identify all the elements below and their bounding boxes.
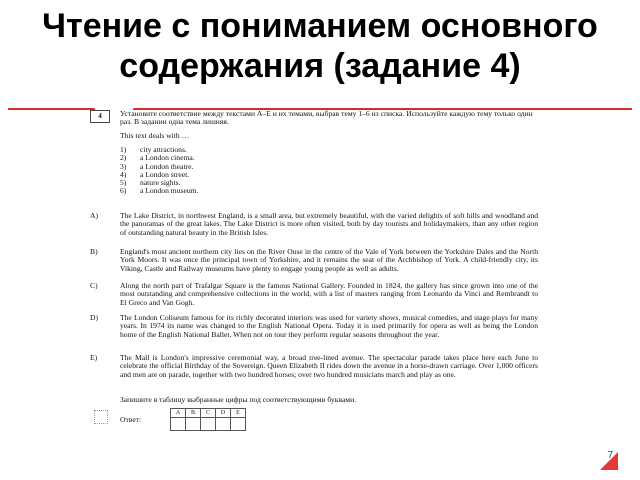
task-number: 4 xyxy=(90,110,110,123)
answer-column-header: E xyxy=(231,409,246,418)
text-b xyxy=(90,247,538,273)
theme-list xyxy=(120,146,540,196)
text-letter: D) xyxy=(90,313,99,322)
text-body: England's most ancient northern city lies on the River Ouse in the centre of the Vale of York between the Yorkshire Dales and the North York Moors. It was once the principal town of Yorkshire, and it remains the seat of the Archbishop of York. A child-friendly city, its Viking, Castle and Railway museums have plenty to engage young people as well as adults. xyxy=(120,247,538,273)
theme-item: 5) nature sights. xyxy=(120,178,181,188)
text-letter: E) xyxy=(90,353,98,362)
theme-item: 4) a London street. xyxy=(120,169,190,179)
corner-decoration xyxy=(600,452,618,470)
text-body: The London Coliseum famous for its richly decorated interiors was used for variety shows, musical comedies, and stage plays for many years. In 1974 its name was changed to the English National Opera. Today it is used primarily for opera as well as being the London home of the English National Ballet. When not on tour they perform regular seasons throughout the year. xyxy=(120,313,538,339)
text-body: Along the north part of Trafalgar Square is the famous National Gallery. Founded in 1824, the gallery has since grown into one of the most outstanding and comprehensive collections in the world, with a list of masters ranging from Leonardo da Vinci and Rembrandt to El Greco and Van Gogh. xyxy=(120,281,538,307)
text-letter: A) xyxy=(90,211,99,220)
answer-cell[interactable] xyxy=(171,418,186,431)
text-body: The Mall is London's impressive ceremonial way, a broad tree-lined avenue. The spectacular parade takes place here each June to celebrate the official Birthday of the Sovereign. Queen Elizabeth II rides down the avenue in a horse-drawn carriage. Over 1,000 officers and men are on parade, together with two hundred horses; over two hundred musicians march and play as one. xyxy=(120,353,538,379)
answer-column-header: A xyxy=(171,409,186,418)
page-number: 7 xyxy=(607,450,613,461)
margin-box xyxy=(94,410,108,424)
theme-item: 3) a London theatre. xyxy=(120,161,194,171)
answer-cell[interactable] xyxy=(231,418,246,431)
task-instructions: Установите соответствие между текстами A–E и их темами, выбрав тему 1–6 из списка. Используйте каждую тему только один раз. В задании одна тема лишняя. xyxy=(120,109,533,127)
theme-intro: This text deals with … xyxy=(120,131,190,140)
answer-cell[interactable] xyxy=(216,418,231,431)
text-c xyxy=(90,281,538,307)
theme-item: 2) a London cinema. xyxy=(120,153,195,163)
answer-column-header: C xyxy=(201,409,216,418)
text-d xyxy=(90,313,538,339)
answer-column-header: D xyxy=(216,409,231,418)
slide-title: Чтение с пониманием основного содержания (задание 4) xyxy=(42,7,598,85)
answer-label: Ответ: xyxy=(120,415,142,424)
answer-instructions: Запишите в таблицу выбранные цифры под соответствующими буквами. xyxy=(120,395,357,404)
text-body: The Lake District, in northwest England, is a small area, but extremely beautiful, with the varied delights of soft hills and woodland and the panoramas of the great lakes. The Lake District is more often visited, both by day tourists and holidaymakers, than any other region of outstanding natural beauty in the British Isles. xyxy=(120,211,538,237)
text-e xyxy=(90,353,538,379)
answer-cell[interactable] xyxy=(186,418,201,431)
text-a xyxy=(90,211,538,237)
text-letter: B) xyxy=(90,247,98,256)
theme-item: 6) a London museum. xyxy=(120,186,199,196)
answer-column-header: B xyxy=(186,409,201,418)
answer-cell[interactable] xyxy=(201,418,216,431)
exam-task-document xyxy=(90,108,550,480)
text-letter: C) xyxy=(90,281,98,290)
answer-table xyxy=(170,408,246,431)
theme-item: 1) city attractions. xyxy=(120,145,187,154)
